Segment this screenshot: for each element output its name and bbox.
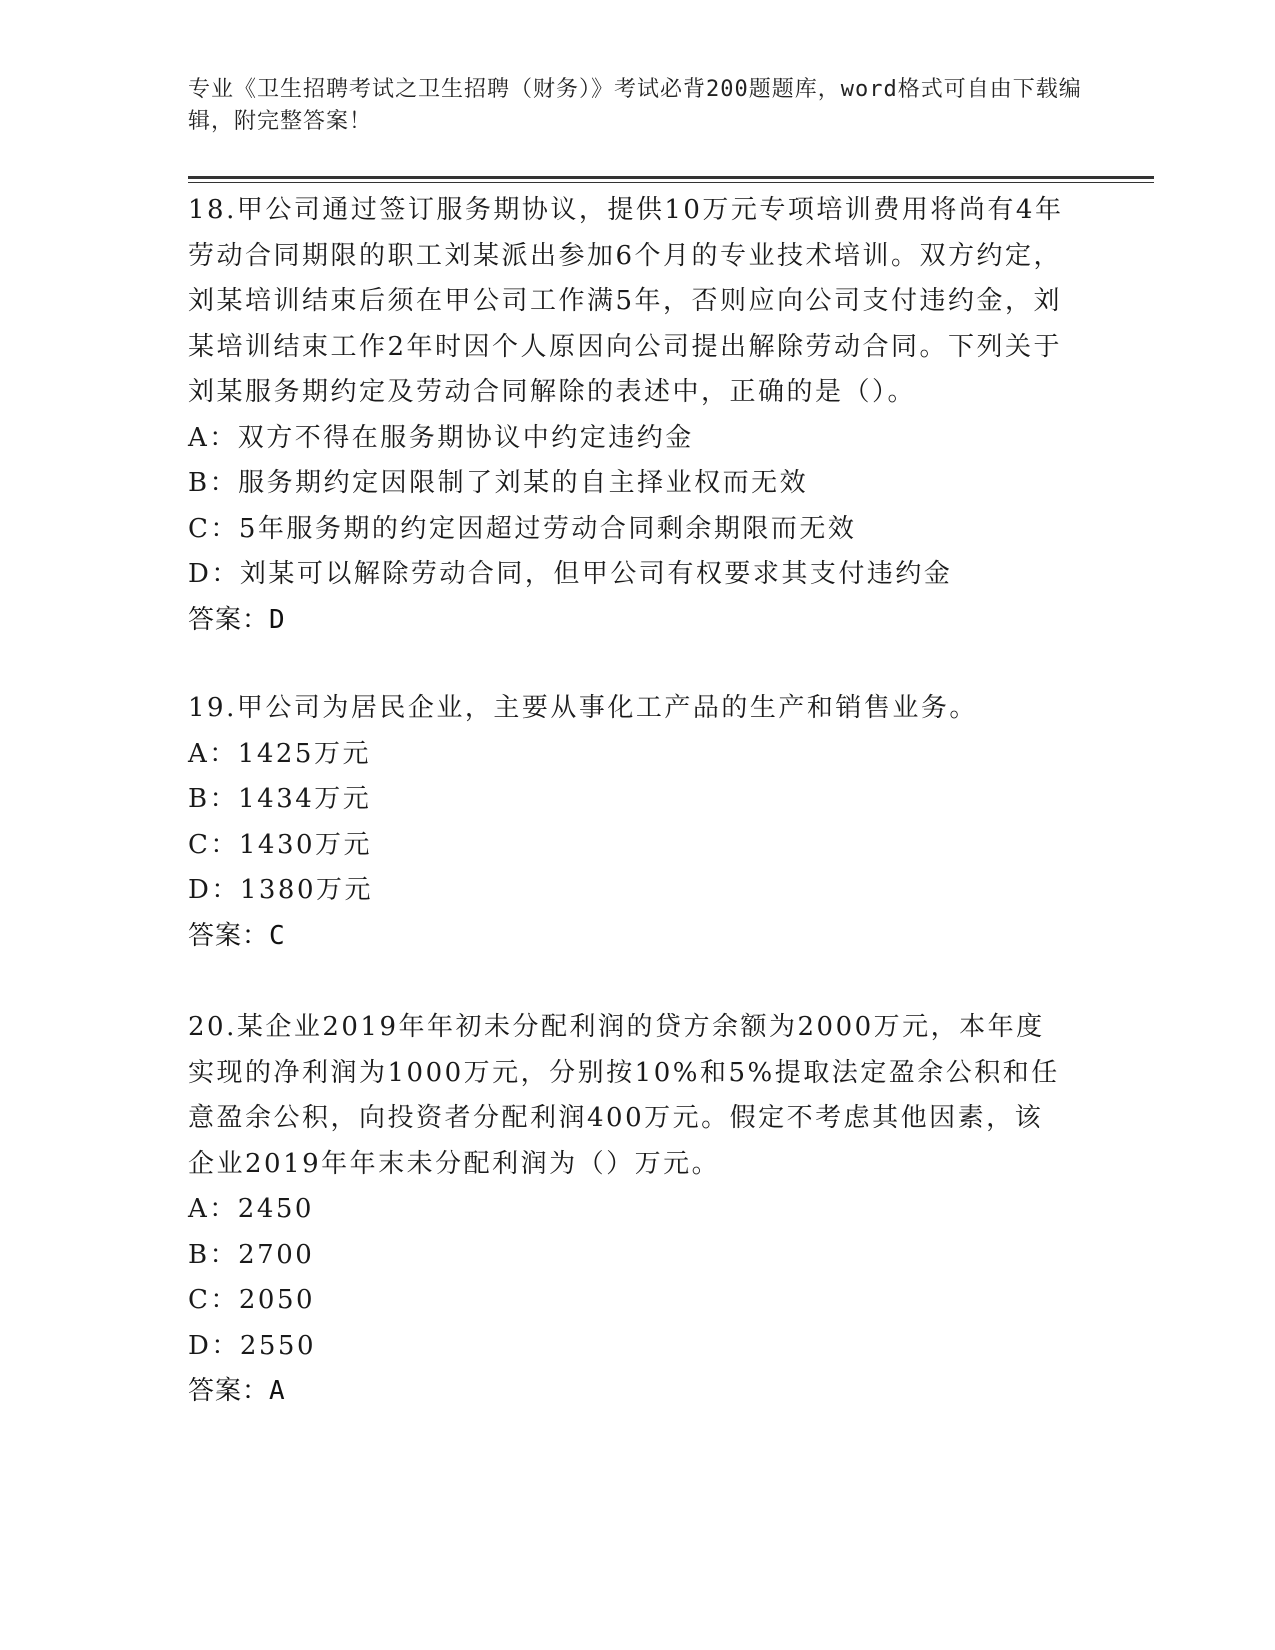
option-d: D：刘某可以解除劳动合同，但甲公司有权要求其支付违约金 bbox=[188, 559, 953, 589]
option-a: A：2450 bbox=[188, 1194, 314, 1224]
option-c: C：1430万元 bbox=[188, 829, 373, 860]
question-18 bbox=[188, 188, 1068, 643]
option-b: B：2700 bbox=[188, 1239, 315, 1270]
question-20 bbox=[188, 1005, 1068, 1415]
option-b: B：1434万元 bbox=[188, 784, 372, 814]
question-19 bbox=[188, 686, 1068, 959]
option-b: B：服务期约定因限制了刘某的自主择业权而无效 bbox=[188, 468, 809, 498]
question-stem: 20.某企业2019年年初未分配利润的贷方余额为2000万元，本年度实现的净利润为1000万元，分别按10%和5%提取法定盈余公积和任意盈余公积，向投资者分配利润400万元。假定不考虑其他因素，该企业2019年年末未分配利润为（）万元。 bbox=[188, 1012, 1060, 1179]
answer: 答案：C bbox=[188, 920, 286, 951]
option-d: D：2550 bbox=[188, 1330, 317, 1361]
option-a: A：1425万元 bbox=[188, 738, 371, 769]
option-d: D：1380万元 bbox=[188, 875, 374, 905]
document-header: 专业《卫生招聘考试之卫生招聘（财务）》考试必背200题题库，word格式可自由下载编辑，附完整答案！ bbox=[188, 77, 1082, 134]
header-divider-thick bbox=[188, 176, 1154, 179]
answer: 答案：A bbox=[188, 1376, 286, 1406]
answer: 答案：D bbox=[188, 604, 286, 635]
header-divider-thin bbox=[188, 182, 1154, 183]
question-stem: 19.甲公司为居民企业，主要从事化工产品的生产和销售业务。 bbox=[188, 693, 978, 723]
question-stem: 18.甲公司通过签订服务期协议，提供10万元专项培训费用将尚有4年劳动合同期限的职工刘某派出参加6个月的专业技术培训。双方约定，刘某培训结束后须在甲公司工作满5年，否则应向公司支付违约金，刘某培训结束工作2年时因个人原因向公司提出解除劳动合同。下列关于刘某服务期约定及劳动合同解除的表述中，正确的是（）。 bbox=[188, 195, 1064, 407]
option-a: A：双方不得在服务期协议中约定违约金 bbox=[188, 422, 694, 453]
option-c: C：5年服务期的约定因超过劳动合同剩余期限而无效 bbox=[188, 513, 857, 544]
option-c: C：2050 bbox=[188, 1285, 316, 1315]
